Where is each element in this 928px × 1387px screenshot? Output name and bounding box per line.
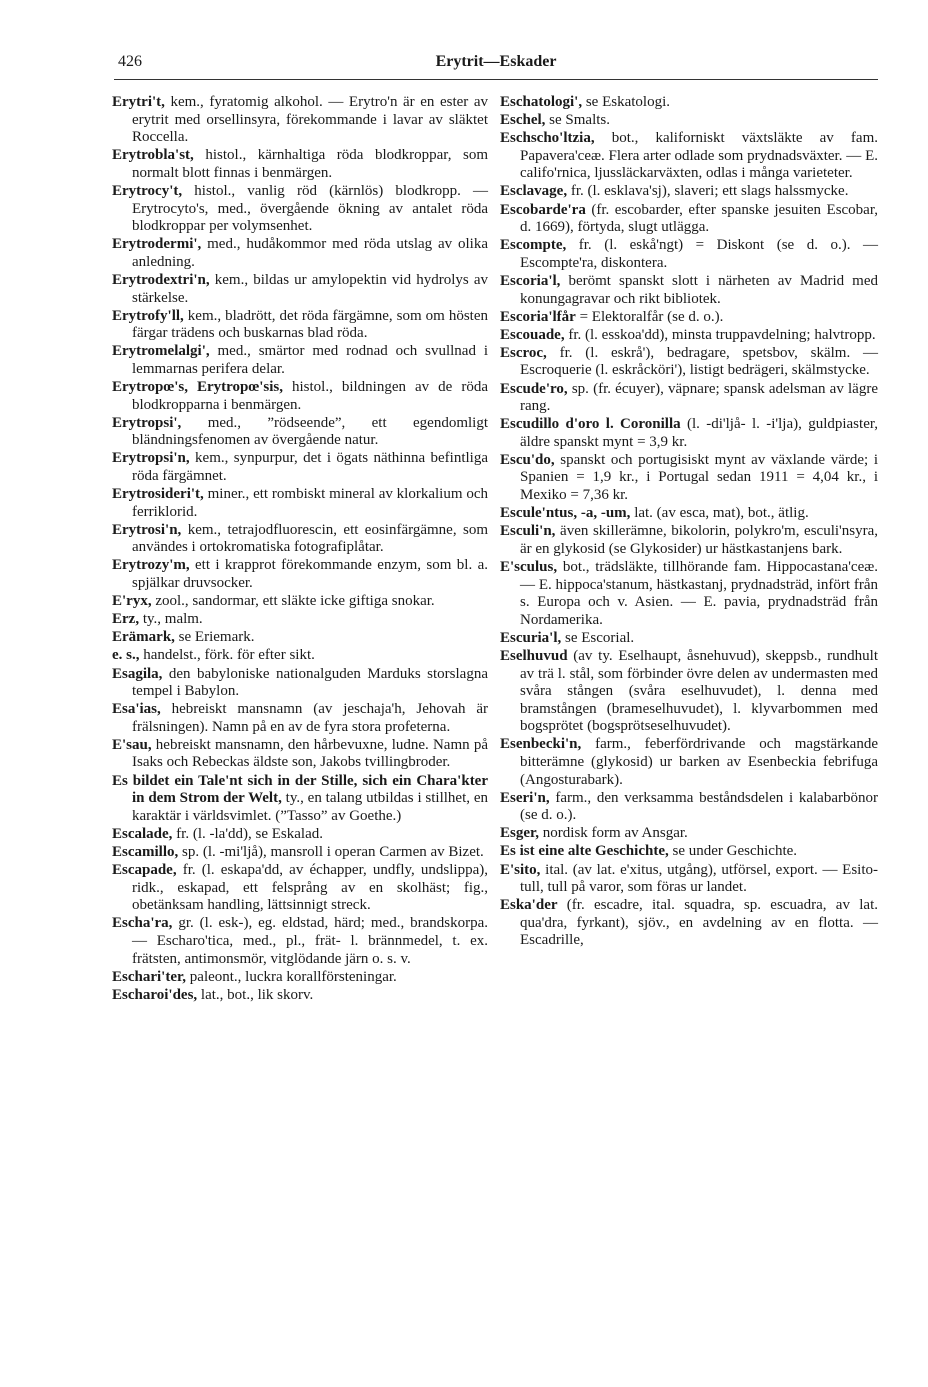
dictionary-entry [112, 379, 488, 414]
dictionary-entry [500, 202, 878, 237]
entry-definition: paleont., luckra korallförsteningar. [186, 968, 397, 985]
entry-headword: Esclavage, [500, 183, 568, 200]
entry-definition: ital. (av lat. e'xitus, utgång), utförsel, export. — Esito-tull, tull på varor, som föras ur landet. [520, 861, 878, 896]
entry-headword: Escule'ntus, -a, -um, [500, 505, 631, 522]
entry-definition: (av ty. Eselhaupt, åsnehuvud), skeppsb., rundhult av trä l. stål, som förbinder övre delen av undermasten med svåra stången (svåra eselhuvudet), l. denna med bramstången (brameselhuvudet), l. klyvarbommen med bogsprötet (bogsprötseselhuvudet). [520, 647, 878, 735]
dictionary-entry [112, 611, 488, 629]
entry-definition: med., ”rödseende”, ett egendomligt bländningsfenomen av övergående natur. [132, 414, 488, 449]
dictionary-entry [500, 381, 878, 416]
entry-definition: histol., bildningen av de röda blodkropparna i benmärgen. [132, 379, 489, 413]
entry-definition: lat. (av esca, mat), bot., ätlig. [630, 505, 809, 522]
dictionary-entry [500, 237, 878, 272]
entry-definition: kem., bildas ur amylopektin vid hydrolys av stärkelse. [132, 271, 488, 306]
dictionary-entry [500, 94, 878, 112]
entry-headword: Escudillo d'oro l. Coronilla [500, 416, 681, 433]
dictionary-entry [112, 844, 488, 862]
dictionary-entry [500, 273, 878, 308]
entry-headword: Eschscho'ltzia, [500, 130, 595, 147]
entry-definition: farm., feberfördrivande och magstärkande bitterämne (glykosid) ur barken av Esenbeckia febrifuga (Angosturabark). [520, 736, 878, 788]
entry-headword: Erytromelalgi', [112, 343, 210, 360]
entry-definition: fr. (l. -la'dd), se Eskalad. [172, 825, 323, 842]
dictionary-entry [112, 147, 488, 182]
entry-headword: Erytropœ's, Erytropœ'sis, [112, 379, 283, 395]
entry-definition: kem., synpurpur, det i ögats näthinna befintliga röda färgämnet. [132, 450, 488, 484]
entry-definition: med., hudåkommor med röda utslag av olika anledning. [132, 236, 488, 270]
page-number: 426 [118, 53, 142, 70]
entry-definition: histol., vanlig röd (kärnlös) blodkropp. — Erytrocyto's, med., övergående ökning av antalet röda blodkroppar per volymsenhet. [132, 182, 488, 235]
dictionary-entry [112, 183, 488, 236]
dictionary-entry [112, 486, 488, 521]
dictionary-entry [500, 843, 878, 861]
dictionary-entry [500, 416, 878, 451]
entry-headword: Escha'ra, [112, 915, 173, 932]
dictionary-entry [112, 629, 488, 647]
dictionary-entry [500, 505, 878, 523]
entry-definition: ty., malm. [139, 611, 203, 628]
entry-headword: Escuria'l, [500, 629, 562, 646]
entry-definition: lat., bot., lik skorv. [197, 986, 314, 1003]
entry-definition: se Eskatologi. [582, 94, 670, 110]
entry-definition: = Elektoralfår (se d. o.). [575, 308, 724, 325]
entry-headword: Erytrozy'm, [112, 557, 190, 574]
entry-headword: Esger, [500, 825, 540, 842]
entry-headword: Escude'ro, [500, 380, 568, 397]
entry-headword: Erytrodermi', [112, 236, 202, 253]
dictionary-entry [112, 308, 488, 343]
dictionary-entry [500, 452, 878, 505]
entry-definition: hebreiskt mansnamn, den hårbevuxne, ludne. Namn på Isaks och Rebeckas äldste son, Jakobs tvillingbroder. [132, 736, 488, 771]
dictionary-entry [500, 825, 878, 843]
entry-definition: (fr. escadre, ital. squadra, sp. escuadra, av lat. qua'dra, fyrkant), sjöv., en avdelning av en flotta. — Escadrille, [520, 897, 878, 949]
entry-headword: Eschari'ter, [112, 968, 187, 985]
dictionary-entry [112, 415, 488, 450]
entry-definition: se under Geschichte. [668, 843, 798, 860]
entry-definition: spanskt och portugisiskt mynt av växlande värde; i Spanien = 1,9 kr., i Portugal sedan 1911 = 4,04 kr., i Mexiko = 7,36 kr. [520, 451, 878, 504]
dictionary-entry [500, 648, 878, 736]
entry-definition: kem., tetrajodfluorescin, ett eosinfärgämne, som användes i ortokromatiska fotografiplåtar. [132, 521, 488, 556]
entry-headword: Erytropsi'n, [112, 450, 190, 467]
dictionary-entry [500, 112, 878, 130]
entry-definition: fr. (l. eskapa'dd, av échapper, undfly, undslippa), ridk., eskapad, ett felsprång av en skolhäst; fig., obetänksam handling, lättsinnigt streck. [132, 862, 488, 914]
running-head: Erytrit—Eskader [435, 53, 557, 70]
entry-headword: Escamillo, [112, 843, 179, 860]
dictionary-entry [112, 557, 488, 592]
entry-definition: även skillerämne, bikolorin, polykro'm, esculi'nsyra, är en glykosid (se Glykosider) ur hästkastanjens bark. [520, 523, 878, 557]
entry-definition: fr. (l. eskå'ngt) = Diskont (se d. o.). — Escompte'ra, diskontera. [520, 237, 878, 271]
dictionary-entry [500, 327, 878, 345]
entry-definition: fr. (l. eskrå'), bedragare, spetsbov, skälm. — Escroquerie (l. eskråcköri'), listigt bedrägeri, skälmstycke. [520, 344, 878, 379]
entry-headword: Esa'ias, [112, 701, 161, 718]
dictionary-entry [500, 523, 878, 558]
entry-definition: miner., ett rombiskt mineral av klorkalium och ferriklorid. [132, 486, 488, 520]
entry-definition: sp. (fr. écuyer), väpnare; spansk adelsman av lägre rang. [520, 380, 878, 415]
entry-headword: Esculi'n, [500, 523, 556, 540]
entry-headword: Es ist eine alte Geschichte, [500, 843, 669, 860]
entry-definition: histol., kärnhaltiga röda blodkroppar, som normalt blott finnas i benmärgen. [132, 147, 488, 181]
entry-headword: Escroc, [500, 344, 547, 361]
dictionary-entry [112, 94, 488, 147]
entry-headword: E'sito, [500, 861, 541, 878]
entry-definition: zool., sandormar, ett släkte icke giftiga snokar. [151, 593, 435, 610]
entry-headword: e. s., [112, 647, 140, 664]
entry-definition: (fr. escobarder, efter spanske jesuiten Escobar, d. 1669), förtyda, slugt utlägga. [520, 201, 878, 236]
entry-definition: gr. (l. esk-), eg. eldstad, härd; med., brandskorpa. — Escharo'tica, med., pl., frät- l. brännmedel, t. ex. frätsten, antimonsmör, vitglödande järn o. s. v. [132, 915, 488, 967]
entry-headword: Erytrosi'n, [112, 521, 182, 538]
entry-definition: (l. -di'ljå- l. -i'lja), guldpiaster, äldre spanskt mynt = 3,9 kr. [520, 416, 878, 450]
dictionary-entry [500, 345, 878, 380]
entry-headword: Eska'der [500, 897, 558, 914]
dictionary-entry [112, 773, 488, 826]
entry-definition: ett i krapprot förekommande enzym, som bl. a. spjälkar druvsocker. [132, 557, 488, 592]
entry-headword: Escu'do, [500, 451, 555, 468]
entry-definition: handelst., förk. för efter sikt. [139, 647, 315, 664]
entry-definition: ty., en talang utbildas i stillhet, en karaktär i världsvimlet. (”Tasso” av Goethe.) [132, 790, 488, 824]
entry-definition: berömt spanskt slott i närheten av Madrid med konungagravar och rikt bibliotek. [520, 272, 878, 307]
page-header [114, 53, 878, 80]
entry-headword: Esagila, [112, 665, 163, 682]
entry-headword: Erytrobla'st, [112, 147, 194, 164]
entry-definition: sp. (l. -mi'ljå), mansroll i operan Carmen av Bizet. [178, 843, 484, 860]
entry-headword: Eschatologi', [500, 94, 583, 110]
entry-headword: Escompte, [500, 237, 567, 254]
entry-definition: hebreiskt mansnamn (av jeschaja'h, Jehovah är frälsningen). Namn på en av de fyra stora profeterna. [132, 701, 488, 735]
entry-headword: Esenbecki'n, [500, 736, 582, 753]
entry-headword: Erz, [112, 611, 140, 628]
entry-headword: Escouade, [500, 326, 565, 343]
entry-definition: den babyloniske nationalguden Marduks storslagna tempel i Babylon. [132, 665, 488, 700]
entry-headword: Escoria'lfår [500, 308, 576, 325]
entry-headword: Escharoi'des, [112, 986, 198, 1003]
entry-headword: Eschel, [500, 112, 546, 129]
entry-headword: E'sculus, [500, 558, 558, 575]
entry-definition: kem., bladrött, det röda färgämne, som om hösten färgar trädens och buskarnas blad röda. [132, 307, 488, 342]
entry-headword: Escalade, [112, 825, 173, 842]
entry-definition: se Escorial. [561, 629, 635, 646]
entry-headword: E'ryx, [112, 593, 152, 610]
dictionary-entry [112, 701, 488, 736]
entry-headword: Escoria'l, [500, 272, 561, 289]
entry-definition: fr. (l. esskoa'dd), minsta truppavdelning; halvtropp. [564, 326, 876, 343]
dictionary-entry [112, 915, 488, 968]
entry-definition: fr. (l. esklava'sj), slaveri; ett slags halssmycke. [567, 183, 849, 200]
entry-headword: Erytrosideri't, [112, 486, 204, 503]
dictionary-entry [112, 343, 488, 378]
entry-headword: Escapade, [112, 862, 177, 879]
entry-headword: E'sau, [112, 736, 152, 753]
dictionary-entry [112, 236, 488, 271]
entry-headword: Erytropsi', [112, 414, 182, 431]
entry-definition: bot., trädsläkte, tillhörande fam. Hippocastana'ceæ. — E. hippoca'stanum, hästkastanj, prydnadsträd, infört från s. Europa och v. Asien. — E. pavia, prydnadsträd från Nordamerika. [520, 558, 878, 628]
dictionary-entry [112, 969, 488, 987]
entry-definition: med., smärtor med rodnad och svullnad i lemmarnas perifera delar. [132, 343, 488, 377]
entry-definition: se Eriemark. [174, 629, 255, 646]
entry-headword: Erytrocy't, [112, 182, 183, 199]
dictionary-entry [112, 522, 488, 557]
dictionary-entry [500, 130, 878, 183]
right-column [500, 94, 878, 951]
entry-definition: kem., fyratomig alkohol. — Erytro'n är en ester av erytrit med orsellinsyra, förekommande i lavar av släktet Roccella. [132, 94, 488, 146]
left-column [112, 94, 488, 1005]
dictionary-entry [500, 630, 878, 648]
entry-headword: Escobarde'ra [500, 201, 586, 218]
entry-headword: Erytrofy'll, [112, 307, 184, 324]
entry-headword: Erytrodextri'n, [112, 271, 210, 288]
entry-headword: Eseri'n, [500, 789, 550, 806]
entry-headword: Erämark, [112, 629, 175, 646]
dictionary-entry [112, 862, 488, 915]
dictionary-entry [500, 862, 878, 897]
dictionary-entry [500, 790, 878, 825]
entry-definition: nordisk form av Ansgar. [539, 825, 688, 842]
dictionary-entry [112, 272, 488, 307]
entry-definition: bot., kaliforniskt växtsläkte av fam. Papavera'ceæ. Flera arter odlade som prydnadsväxter. — E. califo'rnica, ljussläckarväxten, odlas i många varieteter. [520, 130, 878, 182]
entry-headword: Erytri't, [112, 94, 165, 110]
dictionary-entry [112, 647, 488, 665]
entry-definition: farm., den verksamma beståndsdelen i kalabarbönor (se d. o.). [520, 789, 878, 824]
dictionary-entry [112, 450, 488, 485]
dictionary-entry [112, 826, 488, 844]
dictionary-entry [500, 559, 878, 629]
dictionary-entry [112, 593, 488, 611]
dictionary-entry [112, 666, 488, 701]
entry-headword: Eselhuvud [500, 647, 568, 664]
dictionary-entry [500, 736, 878, 789]
entry-headword: Es bildet ein Tale'nt sich in der Stille, sich ein Chara'kter in dem Strom der Welt, [112, 772, 488, 807]
dictionary-entry [500, 183, 878, 201]
dictionary-entry [500, 309, 878, 327]
dictionary-entry [112, 987, 488, 1005]
dictionary-entry [112, 737, 488, 772]
dictionary-entry [500, 897, 878, 950]
entry-definition: se Smalts. [545, 112, 611, 129]
